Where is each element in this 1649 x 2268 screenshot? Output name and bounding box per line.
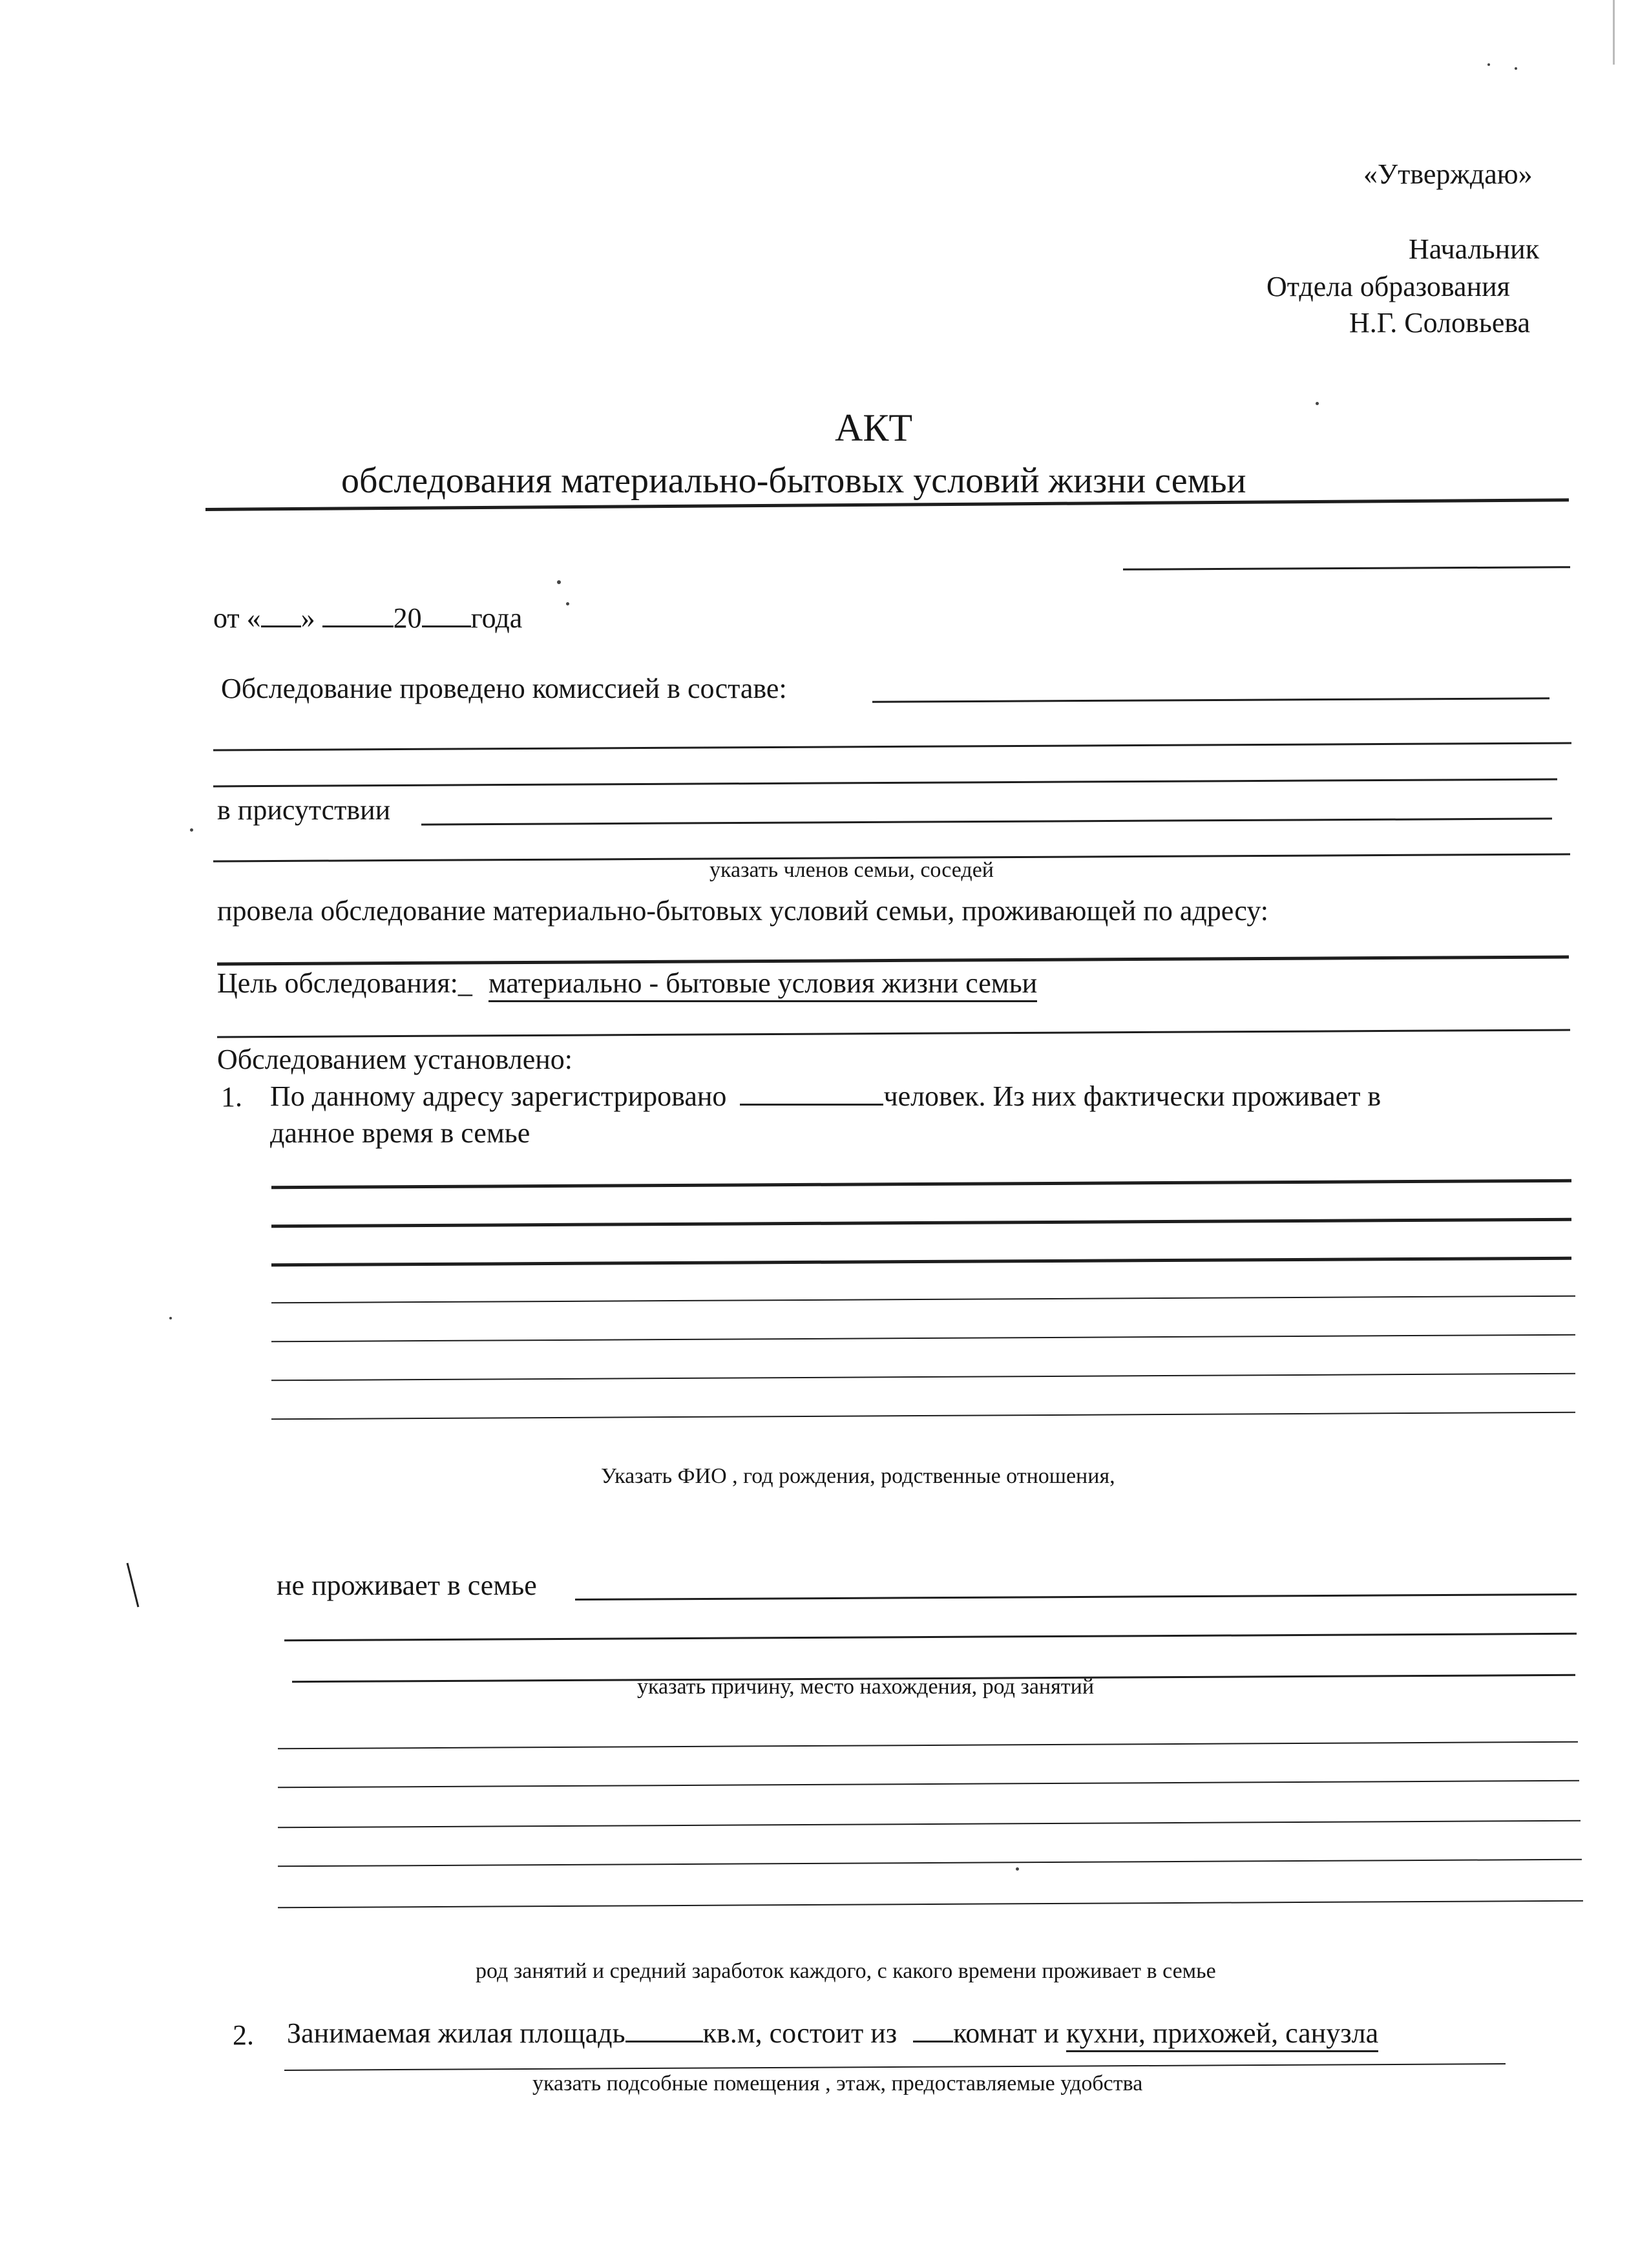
date-mid: » <box>300 602 315 634</box>
commission-field-line-3[interactable] <box>213 779 1557 788</box>
purpose-label: Цель обследования:_ <box>217 967 472 999</box>
reason-line-1[interactable] <box>278 1741 1578 1750</box>
scan-speck <box>1016 1867 1019 1871</box>
scan-speck <box>169 1317 172 1319</box>
scan-speck <box>557 580 561 584</box>
item1-line <box>270 1080 1381 1111</box>
date-suffix: года <box>470 602 523 634</box>
scan-speck <box>1515 67 1517 70</box>
scan-speck <box>1487 63 1490 66</box>
item1-text-c: данное время в семье <box>270 1117 530 1149</box>
scan-stroke <box>127 1563 140 1608</box>
rooms-count-field[interactable] <box>913 2017 953 2042</box>
approval-position: Начальник <box>1409 233 1540 265</box>
item2-text-b: кв.м, состоит из <box>702 2017 898 2049</box>
family-line-2[interactable] <box>271 1218 1571 1228</box>
approval-stamp: «Утверждаю» <box>1363 158 1533 190</box>
date-year-prefix: 20 <box>393 602 422 634</box>
purpose-line <box>217 969 1037 998</box>
family-line-6[interactable] <box>271 1373 1575 1381</box>
item2-text-a: Занимаемая жилая площадь <box>287 2017 625 2049</box>
item1-text-a: По данному адресу зарегистрировано <box>270 1080 727 1112</box>
date-prefix: от « <box>213 602 261 634</box>
scan-speck <box>1316 402 1319 405</box>
address-field-line[interactable] <box>217 956 1569 966</box>
commission-field-line-2[interactable] <box>213 742 1571 751</box>
item1-text-b: человек. Из них фактически проживает в <box>883 1080 1381 1112</box>
item2-line <box>287 2017 1378 2048</box>
registered-count-field[interactable] <box>740 1080 883 1106</box>
family-line-3[interactable] <box>271 1257 1571 1267</box>
commission-field-line-1[interactable] <box>872 697 1549 702</box>
family-name-line[interactable] <box>1123 566 1570 571</box>
living-area-field[interactable] <box>625 2017 703 2042</box>
scan-edge <box>1613 0 1615 65</box>
family-line-7[interactable] <box>271 1412 1575 1420</box>
presence-label: в присутствии <box>217 794 391 826</box>
presence-hint: указать членов семьи, соседей <box>709 858 994 882</box>
item2-text-c: комнат и <box>953 2017 1060 2049</box>
occupation-hint: род занятий и средний заработок каждого, с какого времени проживает в семье <box>476 1959 1216 1983</box>
item2-number: 2. <box>233 2019 254 2051</box>
purpose-value: материально - бытовые условия жизни семьи <box>488 967 1037 1002</box>
family-line-5[interactable] <box>271 1334 1575 1343</box>
reason-line-4[interactable] <box>278 1859 1582 1867</box>
reason-line-3[interactable] <box>278 1820 1581 1829</box>
document-subtitle: обследования материально-бытовых условий жизни семьи <box>341 461 1246 501</box>
purpose-field-line[interactable] <box>217 1029 1570 1038</box>
address-label: провела обследование материально-бытовых условий семьи, проживающей по адресу: <box>217 895 1268 927</box>
family-line-1[interactable] <box>271 1179 1571 1190</box>
approval-name: Н.Г. Соловьева <box>1349 307 1531 339</box>
presence-field-line-1[interactable] <box>421 817 1552 825</box>
not-living-field-line-1[interactable] <box>575 1593 1577 1601</box>
not-living-field-line-2[interactable] <box>284 1633 1577 1641</box>
document-title: АКТ <box>835 406 912 449</box>
rooms-field-line[interactable] <box>284 2063 1506 2071</box>
rooms-hint: указать подсобные помещения , этаж, предоставляемые удобства <box>532 2072 1143 2095</box>
reason-hint: указать причину, место нахождения, род занятий <box>637 1675 1095 1699</box>
not-living-label: не проживает в семье <box>277 1570 537 1601</box>
reason-line-2[interactable] <box>278 1780 1579 1789</box>
fio-hint: Указать ФИО , год рождения, родственные отношения, <box>601 1464 1115 1488</box>
family-line-4[interactable] <box>271 1296 1575 1304</box>
findings-heading: Обследованием установлено: <box>217 1044 572 1075</box>
date-year-field[interactable] <box>422 602 471 627</box>
commission-label: Обследование проведено комиссией в составе: <box>221 673 787 704</box>
scan-speck <box>566 602 569 605</box>
date-month-field[interactable] <box>322 602 394 627</box>
scan-speck <box>190 828 193 832</box>
approval-department: Отдела образования <box>1266 271 1510 302</box>
date-line <box>213 602 522 633</box>
item2-text-d: кухни, прихожей, санузла <box>1066 2017 1378 2052</box>
date-day-field[interactable] <box>261 602 301 627</box>
item1-number: 1. <box>221 1081 242 1113</box>
reason-line-5[interactable] <box>278 1900 1583 1909</box>
